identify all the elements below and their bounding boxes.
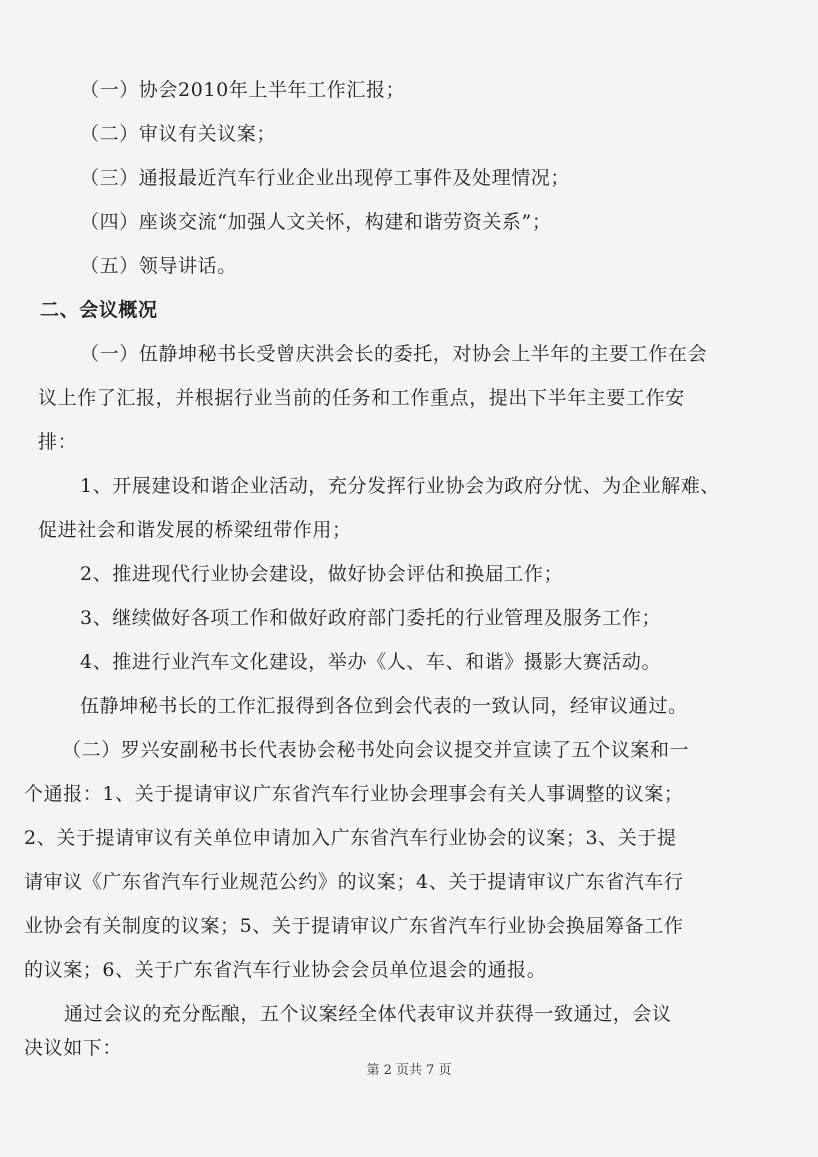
- page-number-footer: 第 2 页共 7 页: [366, 1063, 452, 1078]
- agenda-item-4: （四）座谈交流“加强人文关怀，构建和谐劳资关系”；: [80, 211, 552, 233]
- paragraph-line: 议上作了汇报，并根据行业当前的任务和工作重点，提出下半年主要工作安: [38, 387, 685, 409]
- task-item-4: 4、推进行业汽车文化建设，举办《人、车、和谐》摄影大赛活动。: [80, 651, 662, 673]
- approval-line: 伍静坤秘书长的工作汇报得到各位到会代表的一致认同，经审议通过。: [80, 695, 688, 717]
- agenda-item-1: （一）协会2010年上半年工作汇报；: [80, 79, 406, 101]
- paragraph-line: （一）伍静坤秘书长受曾庆洪会长的委托，对协会上半年的主要工作在会: [80, 343, 708, 365]
- paragraph-line: 业协会有关制度的议案；5、关于提请审议广东省汽车行业协会换届筹备工作: [24, 915, 684, 937]
- agenda-item-3: （三）通报最近汽车行业企业出现停工事件及处理情况；: [80, 167, 571, 189]
- conclusion-line: 决议如下：: [24, 1037, 123, 1059]
- paragraph-line: 请审议《广东省汽车行业规范公约》的议案；4、关于提请审议广东省汽车行: [24, 871, 684, 893]
- agenda-item-2: （二）审议有关议案；: [80, 123, 277, 145]
- paragraph-line: 个通报：1、关于提请审议广东省汽车行业协会理事会有关人事调整的议案；: [24, 783, 684, 805]
- paragraph-line: 排：: [38, 431, 78, 453]
- paragraph-line: （二）罗兴安副秘书长代表协会秘书处向会议提交并宣读了五个议案和一: [62, 739, 690, 761]
- paragraph-line: 2、关于提请审议有关单位申请加入广东省汽车行业协会的议案；3、关于提: [24, 827, 677, 849]
- task-item-3: 3、继续做好各项工作和做好政府部门委托的行业管理及服务工作；: [80, 607, 662, 629]
- section-heading: 二、会议概况: [40, 299, 158, 321]
- task-item-1: 1、开展建设和谐企业活动，充分发挥行业协会为政府分忧、为企业解难、: [80, 475, 720, 497]
- task-item-2: 2、推进现代行业协会建设，做好协会评估和换届工作；: [80, 563, 564, 585]
- agenda-item-5: （五）领导讲话。: [80, 255, 237, 277]
- task-item-1-cont: 促进社会和谐发展的桥梁纽带作用；: [38, 519, 352, 541]
- conclusion-line: 通过会议的充分酝酿，五个议案经全体代表审议并获得一致通过，会议: [64, 1003, 672, 1025]
- paragraph-line: 的议案；6、关于广东省汽车行业协会会员单位退会的通报。: [24, 959, 547, 981]
